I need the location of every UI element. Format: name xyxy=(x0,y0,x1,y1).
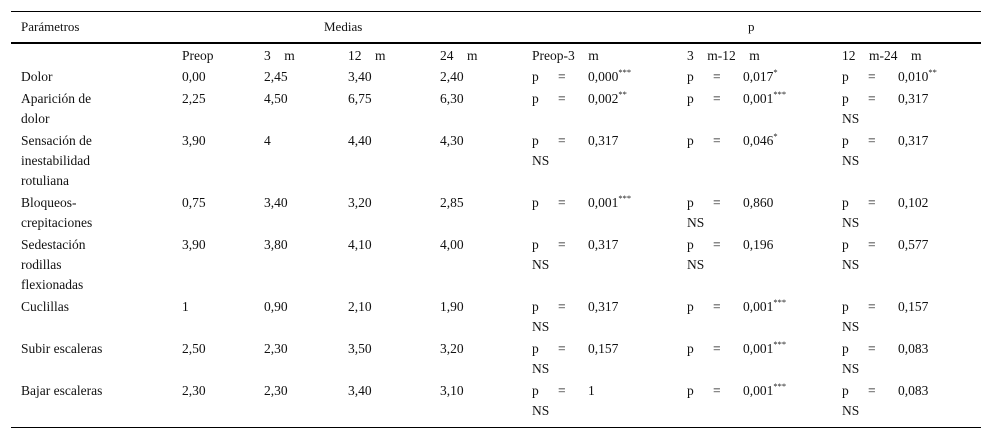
p-equals: = xyxy=(868,237,876,252)
subheader-3m: 3 m xyxy=(264,48,295,63)
p-value xyxy=(743,235,773,255)
p-value xyxy=(898,67,937,87)
header-p: p xyxy=(748,19,755,34)
p-number: 0,001 xyxy=(588,195,619,210)
significance-marker: *** xyxy=(773,296,787,307)
p-value xyxy=(743,193,773,213)
p-number: 0,196 xyxy=(743,237,774,252)
p-label: p xyxy=(842,383,849,398)
p-number: 0,002 xyxy=(588,91,619,106)
significance-marker: *** xyxy=(618,66,632,77)
p-value xyxy=(588,89,627,109)
p-label: p xyxy=(687,383,694,398)
row-label: Aparición de xyxy=(21,91,92,106)
p-value xyxy=(743,67,778,87)
cell-preop: 1 xyxy=(182,299,189,314)
significance-marker: *** xyxy=(773,88,787,99)
row-label: Cuclillas xyxy=(21,299,69,314)
top-rule xyxy=(11,11,981,12)
p-number: 0,102 xyxy=(898,195,929,210)
p-equals: = xyxy=(868,69,876,84)
subheader-24m: 24 m xyxy=(440,48,478,63)
p-equals: = xyxy=(558,69,566,84)
cell-24m: 2,40 xyxy=(440,69,464,84)
p-number: 0,083 xyxy=(898,383,929,398)
p-number: 0,046 xyxy=(743,133,774,148)
p-value xyxy=(743,381,786,401)
p-equals: = xyxy=(868,341,876,356)
p-label: p xyxy=(842,69,849,84)
p-label: p xyxy=(532,383,539,398)
p-equals: = xyxy=(558,299,566,314)
cell-12m: 3,20 xyxy=(348,195,372,210)
cell-12m: 4,10 xyxy=(348,237,372,252)
p-number: 0,860 xyxy=(743,195,774,210)
ns-label: NS xyxy=(687,215,705,230)
cell-preop: 2,30 xyxy=(182,383,206,398)
p-label: p xyxy=(842,341,849,356)
p-value xyxy=(588,131,618,151)
p-equals: = xyxy=(558,133,566,148)
p-equals: = xyxy=(713,237,721,252)
p-label: p xyxy=(532,341,539,356)
p-equals: = xyxy=(868,299,876,314)
cell-3m: 2,30 xyxy=(264,383,288,398)
significance-marker: * xyxy=(773,130,778,141)
ns-label: NS xyxy=(842,361,860,376)
p-value xyxy=(743,131,778,151)
p-value xyxy=(898,89,928,109)
row-label: Bloqueos- xyxy=(21,195,77,210)
header-parametros: Parámetros xyxy=(21,19,80,34)
cell-24m: 2,85 xyxy=(440,195,464,210)
cell-24m: 3,10 xyxy=(440,383,464,398)
p-label: p xyxy=(532,69,539,84)
header-rule xyxy=(11,42,981,44)
significance-marker: *** xyxy=(773,338,787,349)
row-label: Dolor xyxy=(21,69,53,84)
p-label: p xyxy=(687,341,694,356)
p-label: p xyxy=(687,299,694,314)
p-value xyxy=(898,235,928,255)
p-equals: = xyxy=(868,91,876,106)
row-label: rotuliana xyxy=(21,173,69,188)
ns-label: NS xyxy=(532,153,550,168)
p-value xyxy=(588,235,618,255)
cell-3m: 3,40 xyxy=(264,195,288,210)
cell-24m: 1,90 xyxy=(440,299,464,314)
cell-preop: 2,50 xyxy=(182,341,206,356)
cell-preop: 0,00 xyxy=(182,69,206,84)
p-number: 0,157 xyxy=(588,341,619,356)
cell-24m: 3,20 xyxy=(440,341,464,356)
p-label: p xyxy=(842,299,849,314)
p-equals: = xyxy=(868,133,876,148)
p-number: 0,001 xyxy=(743,383,774,398)
p-equals: = xyxy=(558,91,566,106)
p-value xyxy=(588,381,595,401)
bottom-rule xyxy=(11,427,981,428)
p-number: 0,317 xyxy=(588,133,619,148)
cell-12m: 2,10 xyxy=(348,299,372,314)
significance-marker: * xyxy=(773,66,778,77)
p-value xyxy=(743,297,786,317)
p-number: 0,001 xyxy=(743,91,774,106)
p-number: 0,000 xyxy=(588,69,619,84)
ns-label: NS xyxy=(532,257,550,272)
row-label: rodillas xyxy=(21,257,62,272)
p-value xyxy=(898,381,928,401)
p-label: p xyxy=(532,133,539,148)
p-label: p xyxy=(687,91,694,106)
ns-label: NS xyxy=(532,361,550,376)
p-label: p xyxy=(687,133,694,148)
p-equals: = xyxy=(558,237,566,252)
p-label: p xyxy=(687,69,694,84)
p-equals: = xyxy=(558,341,566,356)
significance-marker: *** xyxy=(773,380,787,391)
cell-12m: 6,75 xyxy=(348,91,372,106)
ns-label: NS xyxy=(842,319,860,334)
cell-preop: 2,25 xyxy=(182,91,206,106)
p-equals: = xyxy=(713,91,721,106)
p-number: 0,317 xyxy=(588,299,619,314)
p-number: 0,001 xyxy=(743,299,774,314)
p-value xyxy=(588,67,631,87)
p-equals: = xyxy=(713,383,721,398)
p-equals: = xyxy=(713,299,721,314)
cell-preop: 3,90 xyxy=(182,133,206,148)
subheader-12m-24m: 12 m-24 m xyxy=(842,48,922,63)
p-label: p xyxy=(687,195,694,210)
p-number: 0,317 xyxy=(898,133,929,148)
row-label: flexionadas xyxy=(21,277,84,292)
ns-label: NS xyxy=(532,319,550,334)
p-number: 0,577 xyxy=(898,237,929,252)
p-label: p xyxy=(842,195,849,210)
ns-label: NS xyxy=(842,257,860,272)
ns-label: NS xyxy=(687,257,705,272)
p-label: p xyxy=(687,237,694,252)
cell-24m: 6,30 xyxy=(440,91,464,106)
p-label: p xyxy=(532,91,539,106)
p-value xyxy=(588,339,618,359)
p-equals: = xyxy=(713,133,721,148)
ns-label: NS xyxy=(842,111,860,126)
ns-label: NS xyxy=(842,403,860,418)
significance-marker: *** xyxy=(618,192,632,203)
cell-preop: 0,75 xyxy=(182,195,206,210)
p-label: p xyxy=(532,299,539,314)
cell-3m: 3,80 xyxy=(264,237,288,252)
row-label: inestabilidad xyxy=(21,153,90,168)
p-label: p xyxy=(842,91,849,106)
significance-marker: ** xyxy=(928,66,937,77)
p-equals: = xyxy=(713,341,721,356)
cell-24m: 4,30 xyxy=(440,133,464,148)
cell-3m: 2,30 xyxy=(264,341,288,356)
p-equals: = xyxy=(868,383,876,398)
p-equals: = xyxy=(558,383,566,398)
cell-12m: 3,50 xyxy=(348,341,372,356)
p-label: p xyxy=(842,133,849,148)
cell-preop: 3,90 xyxy=(182,237,206,252)
row-label: Sedestación xyxy=(21,237,86,252)
row-label: Bajar escaleras xyxy=(21,383,103,398)
cell-12m: 4,40 xyxy=(348,133,372,148)
ns-label: NS xyxy=(532,403,550,418)
header-medias: Medias xyxy=(324,19,363,34)
p-number: 0,001 xyxy=(743,341,774,356)
p-number: 1 xyxy=(588,383,595,398)
ns-label: NS xyxy=(842,215,860,230)
cell-3m: 4,50 xyxy=(264,91,288,106)
p-value xyxy=(588,297,618,317)
p-number: 0,317 xyxy=(588,237,619,252)
p-value xyxy=(898,193,928,213)
p-value xyxy=(898,297,928,317)
p-equals: = xyxy=(713,195,721,210)
cell-3m: 0,90 xyxy=(264,299,288,314)
p-number: 0,157 xyxy=(898,299,929,314)
cell-12m: 3,40 xyxy=(348,383,372,398)
subheader-3m-12m: 3 m-12 m xyxy=(687,48,760,63)
p-label: p xyxy=(532,195,539,210)
row-label: crepitaciones xyxy=(21,215,93,230)
p-label: p xyxy=(842,237,849,252)
subheader-preop: Preop xyxy=(182,48,214,63)
subheader-12m: 12 m xyxy=(348,48,386,63)
p-label: p xyxy=(532,237,539,252)
p-value xyxy=(743,339,786,359)
p-value xyxy=(743,89,786,109)
p-equals: = xyxy=(868,195,876,210)
p-number: 0,017 xyxy=(743,69,774,84)
p-number: 0,317 xyxy=(898,91,929,106)
significance-marker: ** xyxy=(618,88,627,99)
ns-label: NS xyxy=(842,153,860,168)
row-label: dolor xyxy=(21,111,50,126)
p-number: 0,083 xyxy=(898,341,929,356)
p-value xyxy=(898,339,928,359)
p-equals: = xyxy=(713,69,721,84)
p-value xyxy=(898,131,928,151)
row-label: Sensación de xyxy=(21,133,92,148)
cell-3m: 2,45 xyxy=(264,69,288,84)
cell-12m: 3,40 xyxy=(348,69,372,84)
p-number: 0,010 xyxy=(898,69,929,84)
cell-24m: 4,00 xyxy=(440,237,464,252)
p-equals: = xyxy=(558,195,566,210)
p-value xyxy=(588,193,631,213)
row-label: Subir escaleras xyxy=(21,341,103,356)
subheader-preop-3m: Preop-3 m xyxy=(532,48,599,63)
cell-3m: 4 xyxy=(264,133,271,148)
